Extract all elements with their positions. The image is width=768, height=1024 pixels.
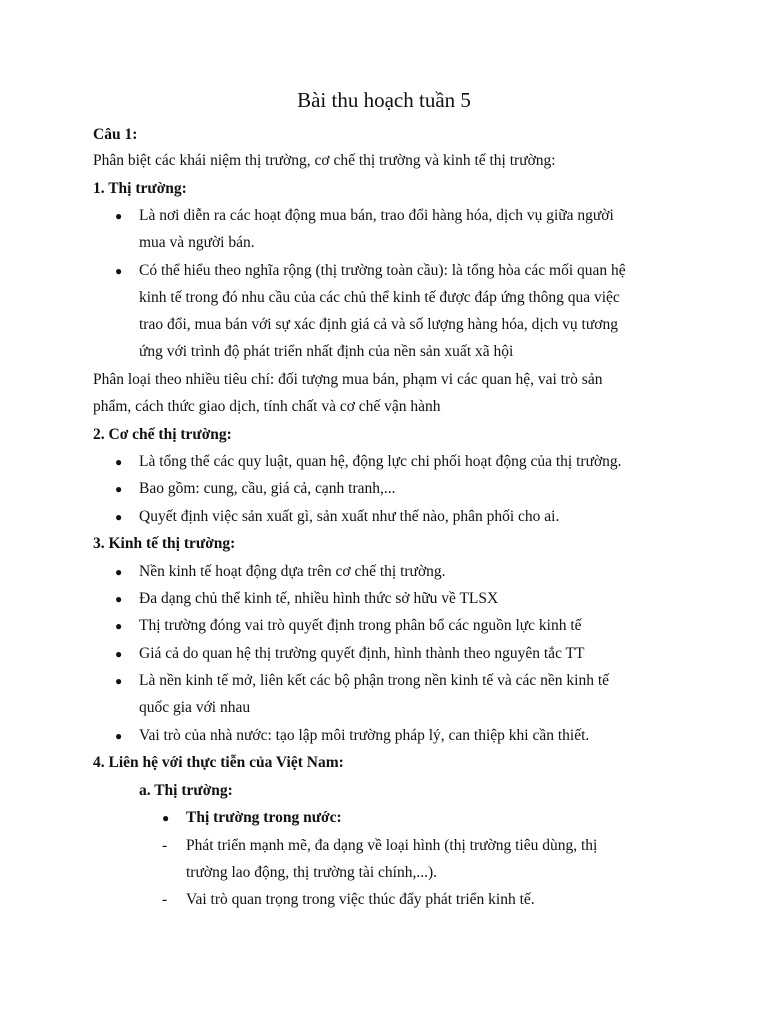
section-3-heading: 3. Kinh tế thị trường:	[93, 535, 236, 552]
s3-bullet-2: Đa dạng chủ thể kinh tế, nhiều hình thức sở hữu về TLSX	[139, 590, 499, 607]
dash-icon: -	[162, 891, 168, 908]
bullet-icon: ●	[115, 619, 123, 633]
s2-bullet-1: Là tổng thể các quy luật, quan hệ, động lực chi phối hoạt động của thị trường.	[139, 453, 622, 470]
section-4-heading: 4. Liên hệ với thực tiễn của Việt Nam:	[93, 754, 344, 771]
bullet-icon: ●	[115, 209, 123, 223]
bullet-icon: ●	[115, 592, 123, 606]
s1-bullet-2-line-2: kinh tế trong đó nhu cầu của các chủ thể kinh tế được đáp ứng thông qua việc	[139, 289, 620, 306]
bullet-icon: ●	[115, 674, 123, 688]
bullet-icon: ●	[115, 455, 123, 469]
domestic-market-heading: Thị trường trong nước:	[186, 809, 342, 826]
question-label: Câu 1:	[93, 126, 138, 143]
s2-bullet-3: Quyết định việc sản xuất gì, sản xuất như thế nào, phân phối cho ai.	[139, 508, 560, 525]
intro-text: Phân biệt các khái niệm thị trường, cơ chế thị trường và kinh tế thị trường:	[93, 152, 556, 169]
s3-bullet-5-line-2: quốc gia với nhau	[139, 699, 251, 716]
s4-dash-1-line-2: trường lao động, thị trường tài chính,...).	[186, 864, 438, 881]
s4-dash-2: Vai trò quan trọng trong việc thúc đẩy phát triển kinh tế.	[186, 891, 535, 908]
s3-bullet-1: Nền kinh tế hoạt động dựa trên cơ chế thị trường.	[139, 563, 446, 580]
bullet-icon: ●	[115, 264, 123, 278]
s3-bullet-6: Vai trò của nhà nước: tạo lập môi trường pháp lý, can thiệp khi cần thiết.	[139, 727, 590, 744]
bullet-icon: ●	[115, 647, 123, 661]
bullet-icon: ●	[115, 729, 123, 743]
s1-bullet-2-line-1: Có thể hiểu theo nghĩa rộng (thị trường toàn cầu): là tổng hòa các mối quan hệ	[139, 262, 626, 279]
bullet-icon: ●	[115, 482, 123, 496]
s3-bullet-5-line-1: Là nền kinh tế mở, liên kết các bộ phận trong nền kinh tế và các nền kinh tế	[139, 672, 610, 689]
s1-classify-line-2: phẩm, cách thức giao dịch, tính chất và cơ chế vận hành	[93, 398, 441, 415]
dash-icon: -	[162, 837, 168, 854]
s3-bullet-4: Giá cả do quan hệ thị trường quyết định, hình thành theo nguyên tắc TT	[139, 645, 585, 662]
bullet-icon: ●	[115, 565, 123, 579]
document-title: Bài thu hoạch tuần 5	[297, 88, 471, 112]
bullet-icon: ●	[162, 811, 170, 825]
s1-bullet-1-line-1: Là nơi diễn ra các hoạt động mua bán, trao đổi hàng hóa, dịch vụ giữa người	[139, 207, 614, 224]
section-1-heading: 1. Thị trường:	[93, 180, 187, 197]
s4-dash-1-line-1: Phát triển mạnh mẽ, đa dạng về loại hình (thị trường tiêu dùng, thị	[186, 837, 598, 854]
subsection-a-heading: a. Thị trường:	[139, 782, 233, 799]
s3-bullet-3: Thị trường đóng vai trò quyết định trong phân bổ các nguồn lực kinh tế	[139, 617, 582, 634]
bullet-icon: ●	[115, 510, 123, 524]
s2-bullet-2: Bao gồm: cung, cầu, giá cả, cạnh tranh,...	[139, 480, 396, 497]
s1-bullet-2-line-4: ứng với trình độ phát triển nhất định của nền sản xuất xã hội	[139, 343, 514, 360]
s1-classify-line-1: Phân loại theo nhiều tiêu chí: đối tượng mua bán, phạm vi các quan hệ, vai trò sản	[93, 371, 603, 388]
section-2-heading: 2. Cơ chế thị trường:	[93, 426, 232, 443]
s1-bullet-1-line-2: mua và người bán.	[139, 234, 255, 251]
s1-bullet-2-line-3: trao đổi, mua bán với sự xác định giá cả và số lượng hàng hóa, dịch vụ tương	[139, 316, 618, 333]
